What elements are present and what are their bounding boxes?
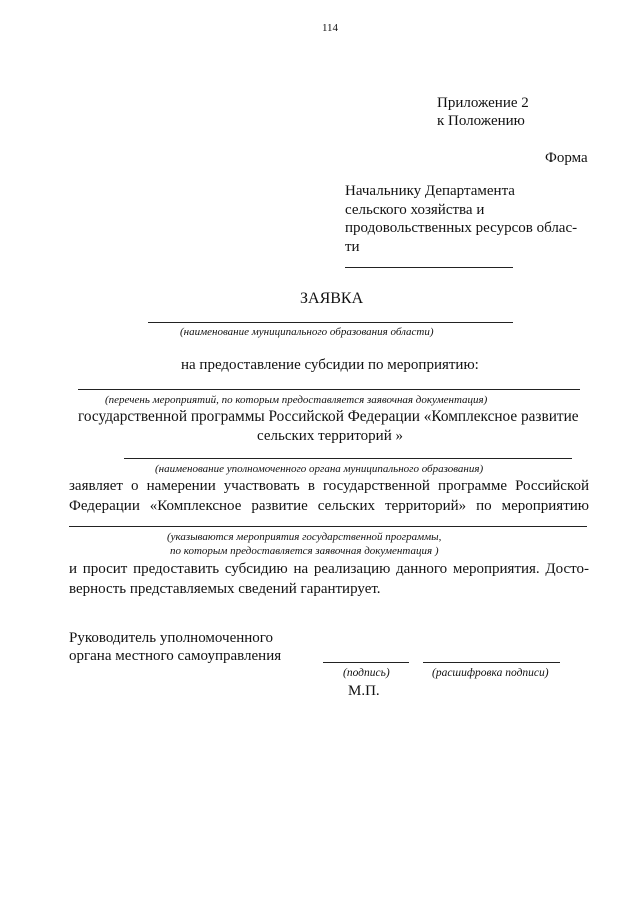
program-activities-field[interactable] (69, 526, 587, 527)
subsidy-text: на предоставление субсидии по мероприятию: (181, 357, 479, 373)
signature-decoding-caption: (расшифровка подписи) (432, 667, 549, 679)
addressee-line-1: Начальнику Департамента (345, 183, 515, 199)
municipality-field[interactable] (148, 322, 513, 323)
authorized-body-caption: (наименование уполномоченного органа муниципального образования) (155, 463, 484, 475)
program-activities-caption-2: по которым предоставляется заявочная документация ) (170, 545, 439, 557)
signature-caption: (подпись) (343, 667, 390, 679)
request-paragraph (69, 559, 589, 599)
municipality-caption: (наименование муниципального образования области) (180, 326, 434, 338)
signatory-line-2: органа местного самоуправления (69, 648, 282, 664)
signatory-line-1: Руководитель уполномоченного (69, 630, 274, 646)
addressee-line-4: ти (345, 239, 360, 255)
request-line-1: и просит предоставить субсидию на реализацию данного мероприятия. Досто- (69, 561, 589, 577)
program-activities-caption-1: (указываются мероприятия государственной программы, (167, 531, 442, 543)
addressee-line-2: сельского хозяйства и (345, 202, 485, 218)
page-number: 114 (321, 22, 339, 34)
program-line-1: государственной программы Российской Федерации «Комплексное развитие (78, 408, 579, 425)
declaration-line-2: Федерации «Комплексное развитие сельских территорий» по мероприятию (69, 498, 589, 514)
program-line-2-wrap (0, 426, 640, 446)
appendix-label: Приложение 2 (437, 95, 529, 111)
addressee-name-field[interactable] (345, 267, 513, 268)
authorized-body-field[interactable] (124, 458, 572, 459)
document-title: ЗАЯВКА (300, 290, 364, 307)
addressee-line-3: продовольственных ресурсов облас- (345, 220, 578, 236)
activities-list-caption: (перечень мероприятий, по которым предоставляется заявочная документация) (105, 394, 488, 406)
stamp-label: М.П. (348, 683, 380, 699)
signature-decoding-field[interactable] (423, 662, 560, 663)
declaration-paragraph (69, 476, 589, 516)
request-line-2: верность представляемых сведений гарантирует. (69, 581, 381, 597)
declaration-line-1: заявляет о намерении участвовать в государственной программе Российской (69, 478, 589, 494)
activities-list-field[interactable] (78, 389, 580, 390)
form-label: Форма (545, 150, 588, 166)
regulation-label: к Положению (437, 113, 525, 129)
program-line-2: сельских территорий » (257, 428, 403, 444)
signature-field[interactable] (323, 662, 409, 663)
